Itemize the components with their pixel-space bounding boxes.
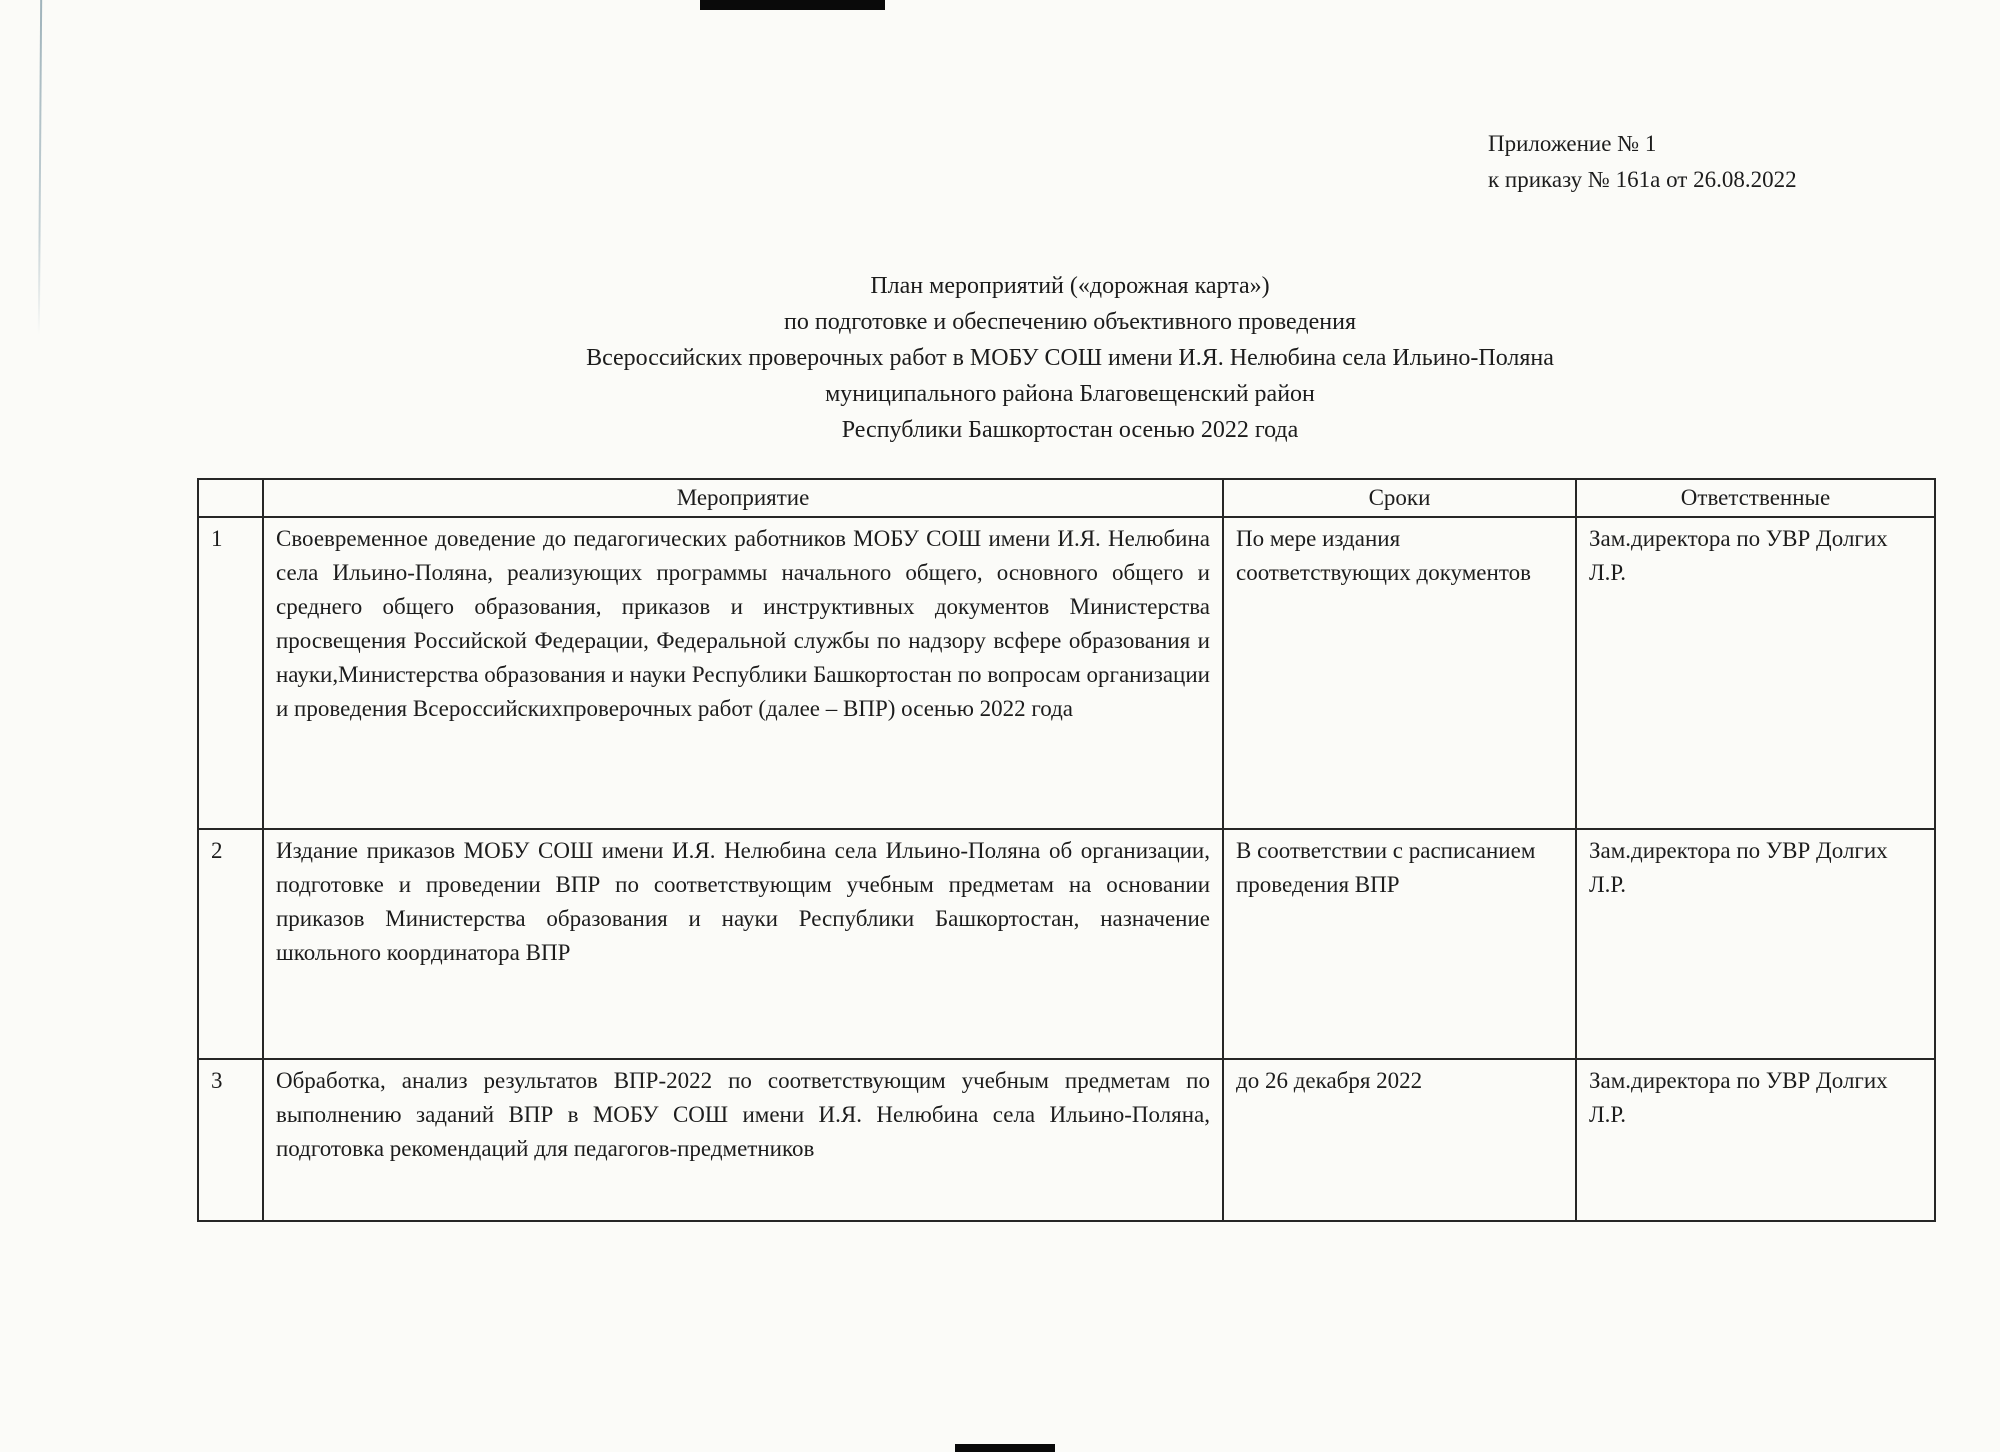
appendix-line-1: Приложение № 1 (1488, 131, 1657, 156)
title-line-4: муниципального района Благовещенский район (825, 381, 1315, 407)
activity-cell: Обработка, анализ результатов ВПР-2022 по соответствующим учебным предметам по выполнению заданий ВПР в МОБУ СОШ имени И.Я. Нелюбина села Ильино-Поляна, подготовка рекомендаций для педагогов-предметников (263, 1059, 1223, 1221)
scan-artifact-top (700, 0, 885, 10)
table-header-row (198, 479, 1935, 517)
action-plan-table (197, 478, 1936, 1222)
header-responsible-cell: Ответственные (1576, 479, 1935, 517)
header-terms-cell: Сроки (1223, 479, 1576, 517)
activity-cell: Своевременное доведение до педагогических работников МОБУ СОШ имени И.Я. Нелюбина села Ильино-Поляна, реализующих программы начального общего, основного общего и среднего общего образования, приказов и инструктивных документов Министерства просвещения Российской Федерации, Федеральной службы по надзору всфере образования и науки,Министерства образования и науки Республики Башкортостан по вопросам организации и проведения Всероссийскихпроверочных работ (далее – ВПР) осенью 2022 года (263, 517, 1223, 829)
title-line-2: по подготовке и обеспечению объективного проведения (784, 309, 1356, 335)
responsible-cell: Зам.директора по УВР Долгих Л.Р. (1576, 1059, 1935, 1221)
row-number-cell: 1 (198, 517, 263, 829)
title-line-1: План мероприятий («дорожная карта») (870, 273, 1270, 299)
appendix-line-2: к приказу № 161а от 26.08.2022 (1488, 167, 1797, 192)
title-line-3: Всероссийских проверочных работ в МОБУ СОШ имени И.Я. Нелюбина села Ильино-Поляна (586, 345, 1554, 371)
header-number-cell (198, 479, 263, 517)
table-row (198, 829, 1935, 1059)
table-row (198, 517, 1935, 829)
row-number-cell: 3 (198, 1059, 263, 1221)
terms-cell: В соответствии с расписанием проведения ВПР (1223, 829, 1576, 1059)
row-number-cell: 2 (198, 829, 263, 1059)
responsible-cell: Зам.директора по УВР Долгих Л.Р. (1576, 829, 1935, 1059)
appendix-reference (1488, 126, 1797, 198)
document-title (200, 268, 1940, 448)
header-activity-cell: Мероприятие (263, 479, 1223, 517)
title-line-5: Республики Башкортостан осенью 2022 года (841, 417, 1299, 443)
terms-cell: до 26 декабря 2022 (1223, 1059, 1576, 1221)
scan-artifact-bottom (955, 1444, 1055, 1452)
scan-artifact-left-edge (38, 0, 42, 335)
activity-cell: Издание приказов МОБУ СОШ имени И.Я. Нелюбина села Ильино-Поляна об организации, подготовке и проведении ВПР по соответствующим учебным предметам на основании приказов Министерства образования и науки Республики Башкортостан, назначение школьного координатора ВПР (263, 829, 1223, 1059)
table-row (198, 1059, 1935, 1221)
responsible-cell: Зам.директора по УВР Долгих Л.Р. (1576, 517, 1935, 829)
terms-cell: По мере издания соответствующих документов (1223, 517, 1576, 829)
